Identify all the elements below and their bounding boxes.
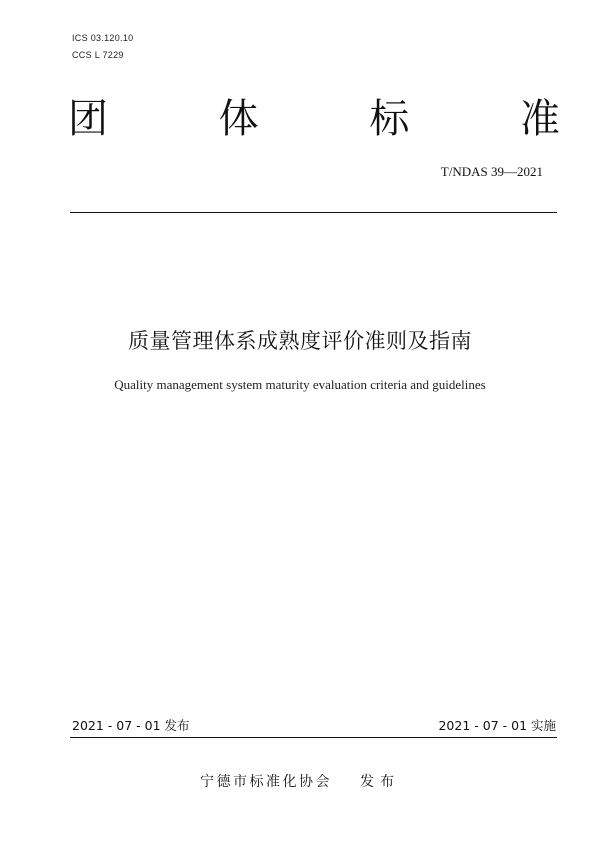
standard-type-char: 团 [68,96,108,142]
classification-codes [72,30,133,64]
issue-action: 发布 [360,774,400,790]
issuer-line [0,772,600,792]
issuer-name: 宁德市标准化协会 [200,774,332,790]
ics-code: ICS 03.120.10 [72,33,134,43]
header-divider [70,212,557,213]
standard-type-heading [68,94,560,144]
standard-type-char: 准 [519,96,560,142]
issue-date: 2021 - 07 - 01 发布 [72,718,190,733]
standard-number: T/NDAS 39—2021 [440,164,543,179]
ccs-code: CCS L 7229 [72,50,124,60]
standard-type-char: 标 [369,96,410,142]
footer-divider [70,737,557,738]
title-chinese: 质量管理体系成熟度评价准则及指南 [128,329,472,353]
implementation-date: 2021 - 07 - 01 实施 [438,718,556,733]
standard-type-char: 体 [218,96,259,142]
title-english: Quality management system maturity evaluation criteria and guidelines [114,377,486,392]
